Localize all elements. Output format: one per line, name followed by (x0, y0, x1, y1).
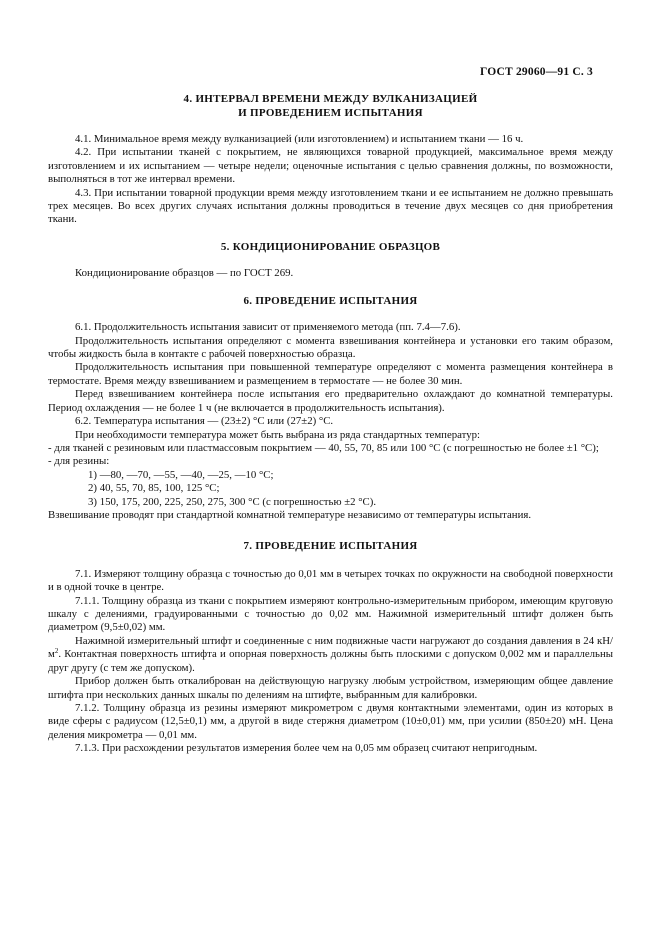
section-5-title: 5. КОНДИЦИОНИРОВАНИЕ ОБРАЗЦОВ (220, 240, 441, 253)
paragraph-4-3: 4.3. При испытании товарной продукции время между изготовлением ткани и ее испытанием не должно превышать трех месяцев. Во всех других случаях испытания должны проводиться в течение двух месяцев со дня приобретения ткани. (48, 186, 613, 226)
list-rubber-intro: - для резины: (48, 455, 110, 468)
paragraph-4-1: 4.1. Минимальное время между вулканизацией (или изготовлением) и испытанием ткани — 16 ч. (75, 133, 524, 145)
paragraph-6-2-standard-temps: При необходимости температура может быть выбрана из ряда стандартных температур: (75, 428, 481, 441)
section-6 (48, 295, 613, 523)
document-body (48, 93, 613, 756)
pressure-text-start: Нажимной измерительный штифт и соединенные с ним подвижные части нагружают до создания давления в 24 кН/м (48, 634, 613, 661)
section-4-title (48, 93, 613, 120)
paragraph-5-1: Кондиционирование образцов — по ГОСТ 269. (75, 267, 294, 280)
section-6-title: 6. ПРОВЕДЕНИЕ ИСПЫТАНИЯ (243, 294, 418, 307)
section-4 (48, 93, 613, 227)
paragraph-7-1: 7.1. Измеряют толщину образца с точностью до 0,01 мм в четырех точках по окружности на свободной поверхности и в одной точке в центре. (48, 567, 613, 594)
list-item-2: 2) 40, 55, 70, 85, 100, 125 °С; (88, 482, 220, 495)
paragraph-7-1-1-calibration: Прибор должен быть откалиброван на действующую нагрузку любым устройством, измеряющим общее давление штифта при нескольких данных шкалы по делениям на штифте, выбранным для калибровки. (48, 675, 613, 701)
paragraph-6-1-duration: Продолжительность испытания определяют с момента взвешивания контейнера и установки его таким образом, чтобы жидкость была в контакте с рабочей поверхностью образца. (48, 334, 613, 361)
paragraph-6-1-heated: Продолжительность испытания при повышенной температуре определяют с момента размещения контейнера в термостате. Время между взвешиванием и размещением в термостате — не более 30 мин. (48, 361, 613, 387)
list-item-3: 3) 150, 175, 200, 225, 250, 275, 300 °С (с погрешностью ±2 °С). (88, 495, 377, 508)
paragraph-6-2: 6.2. Температура испытания — (23±2) °С или (27±2) °С. (75, 415, 334, 428)
paragraph-4-2: 4.2. При испытании тканей с покрытием, не являющихся товарной продукцией, максимальное время между изготовлением и их испытанием — четыре недели; оценочные испытания с целью сравнения должны, по возможности, выполняться в тот же интервал времени. (48, 146, 613, 186)
section-7-title: 7. ПРОВЕДЕНИЕ ИСПЫТАНИЯ (243, 540, 418, 553)
list-item-1: 1) —80, —70, —55, —40, —25, —10 °С; (88, 468, 274, 481)
paragraph-7-1-1: 7.1.1. Толщину образца из ткани с покрытием измеряют контрольно-измерительным прибором, имеющим круговую шкалу с делениями, градуированными с точностью до 0,02 мм. Нажимной измерительный штифт должен быть диаметром (9,5±0,02) мм. (48, 594, 613, 634)
paragraph-6-1-cooling: Перед взвешиванием контейнера после испытания его предварительно охлаждают до комнатной температуры. Период охлаждения — не более 1 ч (не включается в продолжительность испытания). (48, 388, 613, 414)
pressure-text-end: . Контактная поверхность штифта и опорная поверхность должны быть плоскими с допуском 0,002 мм и параллельны друг другу (с тем же допуском). (48, 648, 613, 674)
paragraph-7-1-2: 7.1.2. Толщину образца из резины измеряют микрометром с двумя контактными элементами, один из которых в виде сферы с радиусом (12,5±0,1) мм, а другой в виде стержня диаметром (10±0,01) мм, при усилии (850±20) мН. Цена деления микрометра — 0,01 мм. (48, 701, 613, 741)
page-header: ГОСТ 29060—91 С. 3 (480, 66, 593, 78)
paragraph-7-1-1-pressure (48, 635, 613, 675)
section-5 (48, 241, 613, 281)
paragraph-6-weighing: Взвешивание проводят при стандартной комнатной температуре независимо от температуры испытания. (48, 508, 532, 521)
paragraph-6-1: 6.1. Продолжительность испытания зависит от применяемого метода (пп. 7.4—7.6). (75, 321, 461, 334)
list-coated-fabrics: - для тканей с резиновым или пластмассовым покрытием — 40, 55, 70, 85 или 100 °С (с погрешностью не более ±1 °С); (48, 441, 599, 454)
pressure-superscript: 2 (54, 647, 59, 656)
section-7 (48, 540, 613, 755)
section-4-title-line1: 4. ИНТЕРВАЛ ВРЕМЕНИ МЕЖДУ ВУЛКАНИЗАЦИЕЙ (183, 93, 478, 105)
paragraph-7-1-3: 7.1.3. При расхождении результатов измерения более чем на 0,05 мм образец считают непригодным. (75, 742, 538, 755)
section-4-title-line2: И ПРОВЕДЕНИЕМ ИСПЫТАНИЯ (238, 106, 423, 119)
